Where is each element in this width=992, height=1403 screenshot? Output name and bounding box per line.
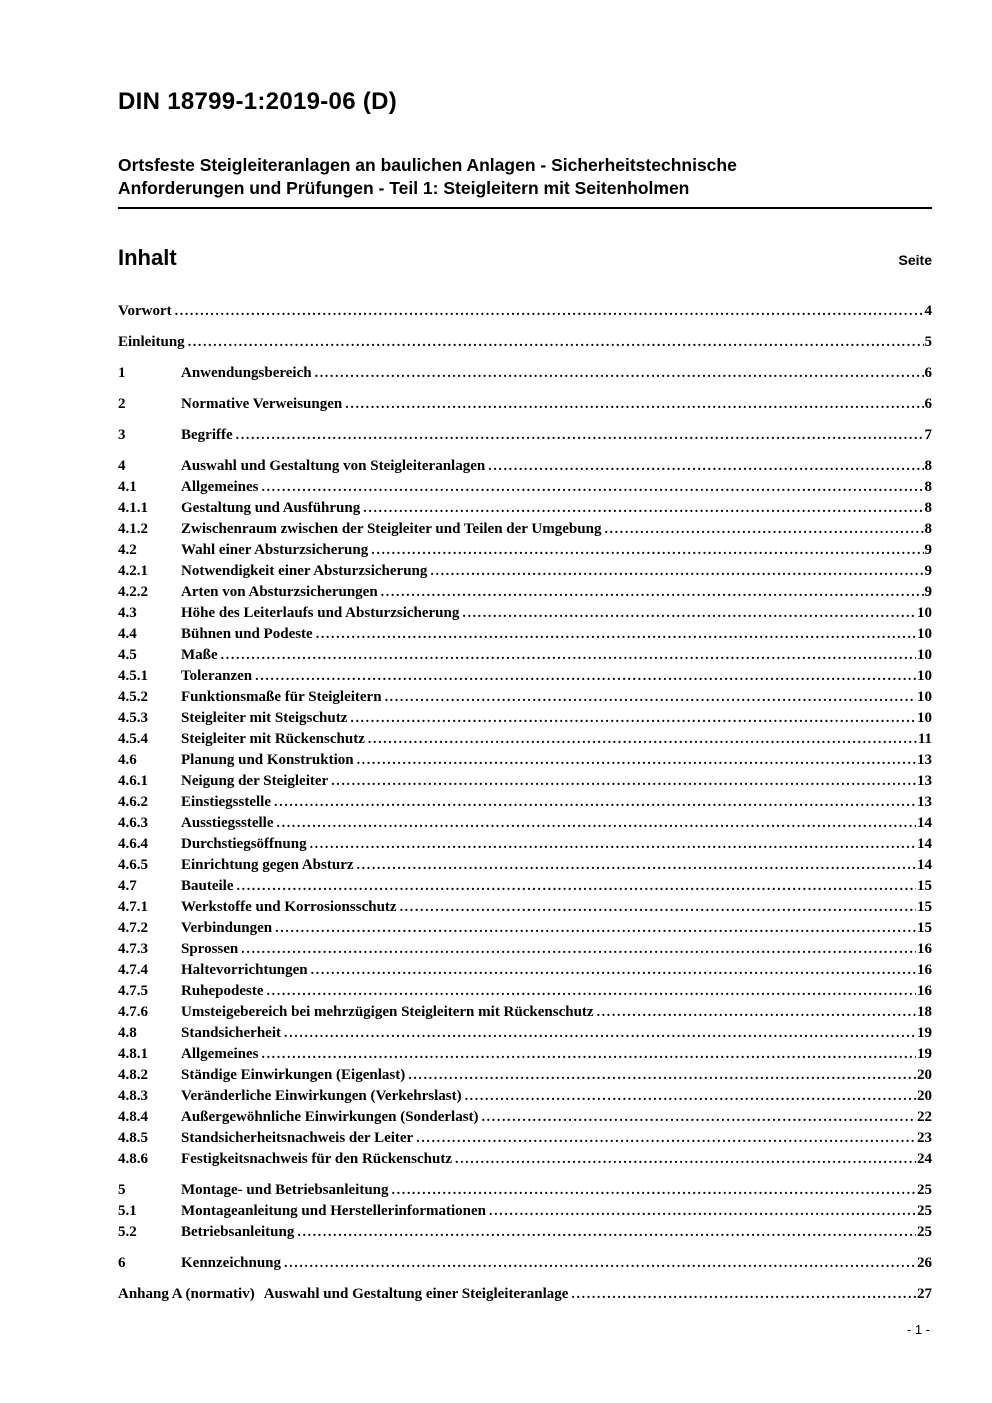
dot-leader [392, 1180, 916, 1201]
toc-entry [118, 1253, 932, 1274]
dot-leader [455, 1149, 916, 1170]
toc-entry [118, 301, 932, 322]
toc-entry-title: Veränderliche Einwirkungen (Verkehrslast) [181, 1087, 462, 1104]
toc-entry-page: 8 [924, 499, 932, 516]
toc-entry-number: 4.6.3 [118, 814, 148, 831]
dot-leader [241, 939, 916, 960]
toc-entry-number: 4.8.5 [118, 1129, 148, 1146]
toc-entry-page: 8 [924, 520, 932, 537]
toc-entry [118, 1107, 932, 1128]
toc-entry [118, 1149, 932, 1170]
toc-entry-page: 26 [917, 1254, 932, 1271]
dot-leader [363, 498, 923, 519]
toc-entry-page: 14 [917, 814, 932, 831]
toc-entry-page: 7 [924, 426, 932, 443]
toc-entry-title: Standsicherheitsnachweis der Leiter [181, 1129, 414, 1146]
document-code: DIN 18799-1:2019-06 (D) [118, 88, 398, 115]
toc-entry [118, 1180, 932, 1201]
toc-entry-number: 4.6.5 [118, 856, 148, 873]
dot-leader [604, 519, 923, 540]
toc-entry-number: 4.6.1 [118, 772, 148, 789]
dot-leader [331, 771, 916, 792]
toc-entry-number: 4.8.3 [118, 1087, 148, 1104]
dot-leader [175, 301, 924, 322]
toc-entry-number: 4.6.4 [118, 835, 148, 852]
toc-entry-number: 4.7.5 [118, 982, 148, 999]
toc-entry-title: Außergewöhnliche Einwirkungen (Sonderlast) [181, 1108, 479, 1125]
dot-leader [430, 561, 923, 582]
toc-entry-title: Festigkeitsnachweis für den Rückenschutz [181, 1150, 452, 1167]
toc-entry-page: 14 [917, 856, 932, 873]
toc-entry [118, 708, 932, 729]
toc-entry-page: 16 [917, 982, 932, 999]
toc-entry [118, 332, 932, 353]
toc-entry-title: Anwendungsbereich [181, 364, 312, 381]
dot-leader [284, 1023, 916, 1044]
toc-entry-page: 8 [924, 478, 932, 495]
toc-entry-page: 22 [917, 1108, 932, 1125]
dot-leader [482, 1107, 916, 1128]
toc-entry-title: Neigung der Steigleiter [181, 772, 329, 789]
toc-entry-number: 4.7.2 [118, 919, 148, 936]
toc-entry-page: 5 [924, 333, 932, 350]
toc-entry-number: 4.7.3 [118, 940, 148, 957]
toc-entry-title: Einleitung [118, 333, 185, 350]
toc-entry [118, 363, 932, 384]
toc-entry-number: 4.1 [118, 478, 137, 495]
toc-entry-title: Ruhepodeste [181, 982, 264, 999]
toc-entry-title: Toleranzen [181, 667, 253, 684]
toc-entry-title: Sprossen [181, 940, 239, 957]
dot-leader [488, 456, 923, 477]
toc-entry-title: Montageanleitung und Herstellerinformationen [181, 1202, 486, 1219]
toc-entry-page: 25 [917, 1223, 932, 1240]
toc-entry-page: 10 [917, 646, 932, 663]
toc-entry-page: 10 [917, 709, 932, 726]
toc-page-column-label: Seite [898, 251, 932, 268]
dot-leader [368, 729, 917, 750]
dot-leader [261, 477, 923, 498]
toc-entry-title: Steigleiter mit Steigschutz [181, 709, 348, 726]
toc-entry-title: Zwischenraum zwischen der Steigleiter und Teilen der Umgebung [181, 520, 602, 537]
toc-entry-title: Haltevorrichtungen [181, 961, 308, 978]
toc-entry [118, 425, 932, 446]
toc-entry-title: Verbindungen [181, 919, 273, 936]
toc-entry-number: 5 [118, 1181, 126, 1198]
dot-leader [571, 1284, 916, 1305]
toc-entry [118, 1044, 932, 1065]
toc-entry-number: 4.1.1 [118, 499, 148, 516]
toc-entry-title: Ausstiegsstelle [181, 814, 274, 831]
toc-entry-page: 13 [917, 751, 932, 768]
toc-entry [118, 813, 932, 834]
toc-entry [118, 645, 932, 666]
toc-entry-page: 10 [917, 688, 932, 705]
toc-entry-page: 16 [917, 940, 932, 957]
toc-entry [118, 477, 932, 498]
toc-entry-page: 14 [917, 835, 932, 852]
toc-entry-title: Wahl einer Absturzsicherung [181, 541, 369, 558]
toc-entry-number: 4 [118, 457, 126, 474]
toc-entry-title: Werkstoffe und Korrosionsschutz [181, 898, 397, 915]
toc-entry [118, 897, 932, 918]
dot-leader [408, 1065, 916, 1086]
toc-entry-number: 4.8.1 [118, 1045, 148, 1062]
toc-entry-page: 18 [917, 1003, 932, 1020]
toc-entry-number: 4.4 [118, 625, 137, 642]
dot-leader [345, 394, 923, 415]
toc-entry-title: Allgemeines [181, 1045, 259, 1062]
toc-entry [118, 1023, 932, 1044]
toc-entry-title: Notwendigkeit einer Absturzsicherung [181, 562, 428, 579]
dot-leader [357, 855, 916, 876]
toc-entry-title: Bauteile [181, 877, 234, 894]
dot-leader [221, 645, 916, 666]
dot-leader [277, 813, 917, 834]
toc-entry-number: 4.5.3 [118, 709, 148, 726]
dot-leader [316, 624, 916, 645]
dot-leader [357, 750, 916, 771]
toc-entry-page: 9 [924, 583, 932, 600]
toc-entry [118, 1284, 932, 1305]
dot-leader [255, 666, 916, 687]
toc-entry-page: 15 [917, 898, 932, 915]
toc-entry [118, 666, 932, 687]
toc-entry-title: Vorwort [118, 302, 172, 319]
toc-entry [118, 729, 932, 750]
toc-entry-page: 6 [924, 364, 932, 381]
toc-entry-number: 4.8.4 [118, 1108, 148, 1125]
dot-leader [489, 1201, 916, 1222]
dot-leader [261, 1044, 916, 1065]
toc-entry-number: Anhang A (normativ) [118, 1285, 255, 1302]
dot-leader [274, 792, 916, 813]
page-number-indicator: - 1 - [906, 1322, 930, 1337]
toc-entry-title: Durchstiegsöffnung [181, 835, 307, 852]
dot-leader [237, 876, 917, 897]
toc-entry-number: 4.3 [118, 604, 137, 621]
toc-entry-title: Ständige Einwirkungen (Eigenlast) [181, 1066, 406, 1083]
toc-entry-number: 4.2 [118, 541, 137, 558]
toc-entry-number: 4.8.2 [118, 1066, 148, 1083]
toc-entry-page: 10 [917, 625, 932, 642]
dot-leader [284, 1253, 916, 1274]
dot-leader [465, 1086, 916, 1107]
toc-entry-number: 1 [118, 364, 126, 381]
toc-entry-title: Kennzeichnung [181, 1254, 282, 1271]
toc-entry-title: Standsicherheit [181, 1024, 282, 1041]
toc-entry [118, 981, 932, 1002]
toc-entry [118, 561, 932, 582]
toc-header [118, 245, 932, 271]
dot-leader [381, 582, 924, 603]
toc-entry-page: 11 [917, 730, 932, 747]
toc-entry-number: 5.1 [118, 1202, 137, 1219]
dot-leader [297, 1222, 916, 1243]
header-rule [118, 207, 932, 209]
toc-entry-title: Einstiegsstelle [181, 793, 271, 810]
toc-entry-number: 4.6.2 [118, 793, 148, 810]
toc-entry-page: 13 [917, 772, 932, 789]
toc-entry-page: 24 [917, 1150, 932, 1167]
toc-entry-page: 25 [917, 1181, 932, 1198]
toc-entry [118, 876, 932, 897]
toc-entry [118, 519, 932, 540]
toc-entry-number: 6 [118, 1254, 126, 1271]
toc-entry-number: 4.5.1 [118, 667, 148, 684]
toc-entry-number: 4.5.2 [118, 688, 148, 705]
toc-entry-page: 19 [917, 1045, 932, 1062]
toc-entry [118, 918, 932, 939]
toc-entry [118, 624, 932, 645]
dot-leader [188, 332, 924, 353]
toc-entry [118, 1065, 932, 1086]
toc-entry-title: Maße [181, 646, 218, 663]
dot-leader [310, 834, 916, 855]
toc-entry-title: Normative Verweisungen [181, 395, 343, 412]
toc-entry-title: Auswahl und Gestaltung von Steigleiteranlagen [181, 457, 486, 474]
table-of-contents [118, 301, 932, 1305]
toc-entry-title: Umsteigebereich bei mehrzügigen Steigleitern mit Rückenschutz [181, 1003, 594, 1020]
dot-leader [275, 918, 916, 939]
toc-entry-title: Betriebsanleitung [181, 1223, 295, 1240]
toc-entry [118, 792, 932, 813]
toc-entry [118, 1222, 932, 1243]
toc-entry-page: 9 [924, 541, 932, 558]
toc-entry-number: 4.5.4 [118, 730, 148, 747]
toc-entry-page: 27 [917, 1285, 932, 1302]
toc-entry-title: Höhe des Leiterlaufs und Absturzsicherung [181, 604, 460, 621]
toc-entry-page: 10 [917, 604, 932, 621]
toc-entry [118, 582, 932, 603]
toc-entry-number: 4.7.6 [118, 1003, 148, 1020]
toc-entry-page: 16 [917, 961, 932, 978]
toc-entry [118, 540, 932, 561]
toc-entry [118, 1128, 932, 1149]
dot-leader [385, 687, 916, 708]
toc-entry-number: 4.1.2 [118, 520, 148, 537]
toc-entry-page: 19 [917, 1024, 932, 1041]
toc-entry-page: 9 [924, 562, 932, 579]
toc-entry-number: 3 [118, 426, 126, 443]
dot-leader [416, 1128, 916, 1149]
dot-leader [236, 425, 924, 446]
toc-entry-number: 4.7 [118, 877, 137, 894]
toc-entry [118, 1002, 932, 1023]
toc-entry-number: 4.6 [118, 751, 137, 768]
toc-entry-title: Montage- und Betriebsanleitung [181, 1181, 389, 1198]
toc-entry-title: Planung und Konstruktion [181, 751, 354, 768]
dot-leader [371, 540, 923, 561]
toc-entry-number: 4.5 [118, 646, 137, 663]
toc-entry-title: Einrichtung gegen Absturz [181, 856, 354, 873]
toc-entry-page: 13 [917, 793, 932, 810]
toc-entry-number: 5.2 [118, 1223, 137, 1240]
toc-entry-number: 2 [118, 395, 126, 412]
toc-entry-number: 4.2.1 [118, 562, 148, 579]
toc-entry-page: 4 [924, 302, 932, 319]
toc-entry-page: 15 [917, 877, 932, 894]
toc-entry-page: 8 [924, 457, 932, 474]
dot-leader [462, 603, 916, 624]
toc-entry [118, 1201, 932, 1222]
toc-entry [118, 498, 932, 519]
toc-entry [118, 1086, 932, 1107]
document-title-line1: Ortsfeste Steigleiteranlagen an baulichen Anlagen - Sicherheitstechnische [118, 154, 737, 175]
toc-entry-title: Funktionsmaße für Steigleitern [181, 688, 382, 705]
toc-entry [118, 855, 932, 876]
toc-entry [118, 687, 932, 708]
toc-entry [118, 603, 932, 624]
toc-entry-title: Gestaltung und Ausführung [181, 499, 361, 516]
toc-entry-number: 4.8.6 [118, 1150, 148, 1167]
document-title-line2: Anforderungen und Prüfungen - Teil 1: Steigleitern mit Seitenholmen [118, 177, 690, 198]
dot-leader [267, 981, 916, 1002]
toc-entry-number: 4.2.2 [118, 583, 148, 600]
toc-entry-title: Begriffe [181, 426, 233, 443]
toc-entry [118, 834, 932, 855]
toc-entry-page: 23 [917, 1129, 932, 1146]
dot-leader [597, 1002, 916, 1023]
toc-entry [118, 394, 932, 415]
toc-entry-page: 10 [917, 667, 932, 684]
toc-entry-title: Allgemeines [181, 478, 259, 495]
toc-entry [118, 939, 932, 960]
toc-entry [118, 456, 932, 477]
toc-entry-page: 15 [917, 919, 932, 936]
toc-entry [118, 960, 932, 981]
toc-entry [118, 750, 932, 771]
toc-entry [118, 771, 932, 792]
toc-heading: Inhalt [118, 244, 177, 270]
toc-entry-title: Arten von Absturzsicherungen [181, 583, 378, 600]
dot-leader [315, 363, 924, 384]
toc-entry-page: 6 [924, 395, 932, 412]
toc-entry-title: Auswahl und Gestaltung einer Steigleiteranlage [263, 1285, 569, 1302]
dot-leader [350, 708, 916, 729]
dot-leader [400, 897, 916, 918]
toc-entry-number: 4.7.4 [118, 961, 148, 978]
toc-entry-title: Steigleiter mit Rückenschutz [181, 730, 365, 747]
document-title [118, 154, 932, 200]
toc-entry-page: 20 [917, 1087, 932, 1104]
toc-entry-page: 25 [917, 1202, 932, 1219]
toc-entry-number: 4.8 [118, 1024, 137, 1041]
dot-leader [311, 960, 916, 981]
toc-entry-page: 20 [917, 1066, 932, 1083]
toc-entry-title: Bühnen und Podeste [181, 625, 313, 642]
toc-entry-number: 4.7.1 [118, 898, 148, 915]
